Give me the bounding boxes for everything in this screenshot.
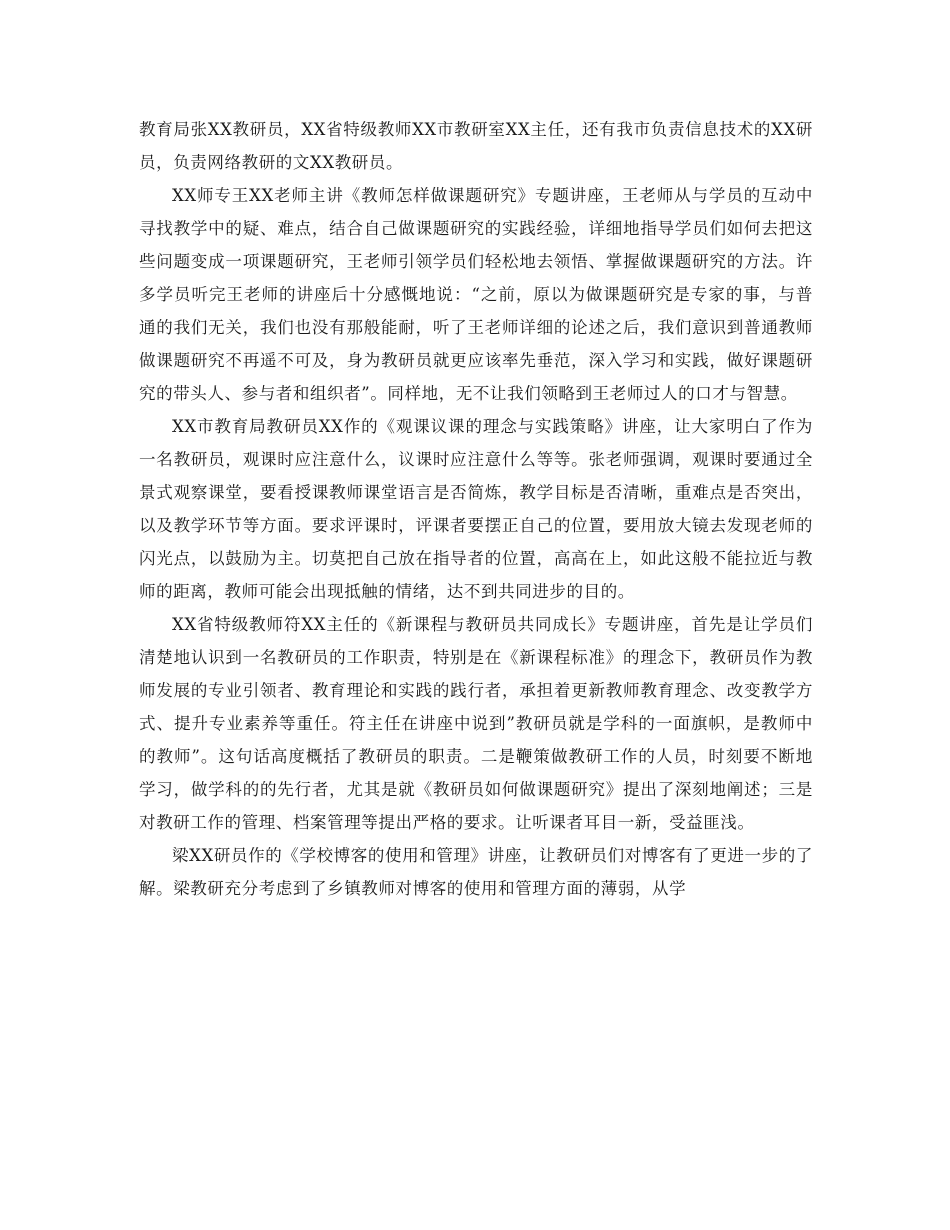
document-body [139, 113, 813, 905]
paragraph-2: XX师专王XX老师主讲《教师怎样做课题研究》专题讲座，王老师从与学员的互动中寻找教学中的疑、难点，结合自己做课题研究的实践经验，详细地指导学员们如何去把这些问题变成一项课题研究，王老师引领学员们轻松地去领悟、掌握做课题研究的方法。许多学员听完王老师的讲座后十分感慨地说：“之前，原以为做课题研究是专家的事，与普通的我们无关，我们也没有那般能耐，听了王老师详细的论述之后，我们意识到普通教师做课题研究不再遥不可及，身为教研员就更应该率先垂范，深入学习和实践，做好课题研究的带头人、参与者和组织者”。同样地，无不让我们领略到王老师过人的口才与智慧。 [139, 186, 813, 403]
paragraph-1: 教育局张XX教研员，XX省特级教师XX市教研室XX主任，还有我市负责信息技术的XX研员，负责网络教研的文XX教研员。 [139, 120, 813, 172]
paragraph-5: 梁XX研员作的《学校博客的使用和管理》讲座，让教研员们对博客有了更进一步的了解。梁教研充分考虑到了乡镇教师对博客的使用和管理方面的薄弱，从学 [139, 846, 813, 898]
paragraph-3: XX市教育局教研员XX作的《观课议课的理念与实践策略》讲座，让大家明白了作为一名教研员，观课时应注意什么，议课时应注意什么等等。张老师强调，观课时要通过全景式观察课堂，要看授课教师课堂语言是否简炼，教学目标是否清晰，重难点是否突出，以及教学环节等方面。要求评课时，评课者要摆正自己的位置，要用放大镜去发现老师的闪光点，以鼓励为主。切莫把自己放在指导者的位置，高高在上，如此这般不能拉近与教师的距离，教师可能会出现抵触的情绪，达不到共同进步的目的。 [139, 417, 813, 601]
paragraph-4: XX省特级教师符XX主任的《新课程与教研员共同成长》专题讲座，首先是让学员们清楚地认识到一名教研员的工作职责，特别是在《新课程标准》的理念下，教研员作为教师发展的专业引领者、教育理论和实践的践行者，承担着更新教师教育理念、改变教学方式、提升专业素养等重任。符主任在讲座中说到”教研员就是学科的一面旗帜，是教师中的教师”。这句话高度概括了教研员的职责。二是鞭策做教研工作的人员，时刻要不断地学习，做学科的的先行者，尤其是就《教研员如何做课题研究》提出了深刻地阐述；三是对教研工作的管理、档案管理等提出严格的要求。让听课者耳目一新，受益匪浅。 [139, 615, 813, 832]
